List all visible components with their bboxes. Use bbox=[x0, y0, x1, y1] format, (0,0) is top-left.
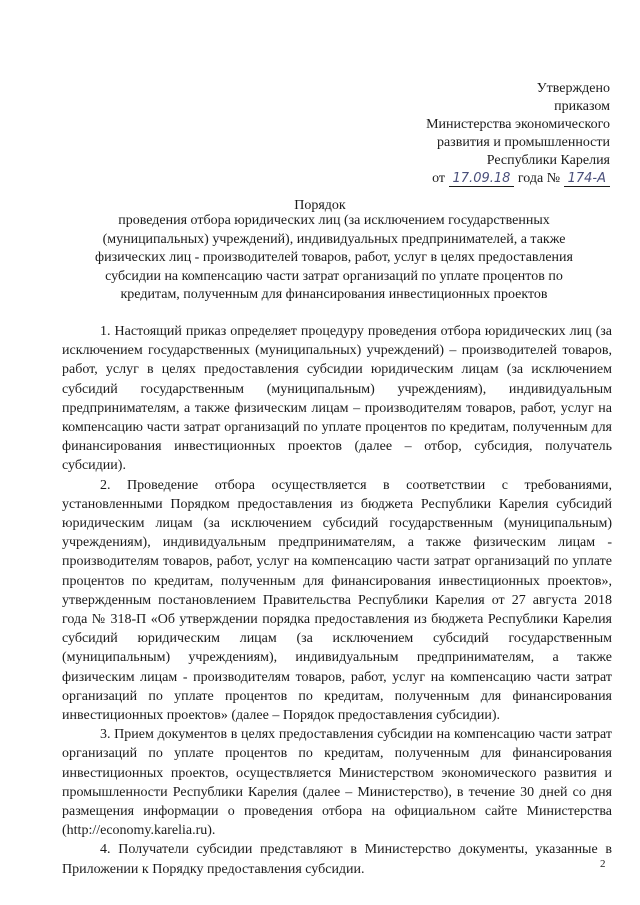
paragraph-2: 2. Проведение отбора осуществляется в соответствии с требованиями, установленными Порядком предоставления из бюджета Республики Карелия субсидий юридическим лицам (за исключением субсидий государственным (муниципальным) учреждениям), индивидуальным предпринимателям, а также физическим лицам - производителям товаров, работ, услуг на компенсацию части затрат организаций по уплате процентов по кредитам, полученным для финансирования инвестиционных проектов», утвержденным постановлением Правительства Республики Карелия от 27 августа 2018 года № 318-П «Об утверждении порядка предоставления из бюджета Республики Карелия субсидий юридическим лицам (за исключением субсидий государственным (муниципальным) учреждениям), индивидуальным предпринимателям, а также физическим лицам - производителям товаров, работ, услуг на компенсацию части затрат организаций по уплате процентов по кредитам, полученным для финансирования инвестиционных проектов» (далее – Порядок предоставления субсидии). bbox=[62, 477, 612, 724]
order-prefix: от bbox=[432, 171, 446, 186]
approval-line-ministry-cont: развития и промышленности bbox=[436, 135, 610, 150]
paragraph-4: 4. Получатели субсидии представляют в Министерство документы, указанные в Приложении к Порядку предоставления субсидии. bbox=[62, 842, 612, 877]
approval-line-order: приказом bbox=[554, 99, 610, 114]
approval-line-approved: Утверждено bbox=[536, 81, 610, 96]
paragraph-3: 3. Прием документов в целях предоставления субсидии на компенсацию части затрат организаций по уплате процентов по кредитам, полученным для финансирования инвестиционных проектов, осуществляется Министерством экономического развития и промышленности Республики Карелия (далее – Министерство), в течение 30 дней со дня размещения информации о проведения отбора на официальном сайте Министерства (http://economy.karelia.ru). bbox=[62, 727, 612, 839]
order-reference bbox=[350, 170, 610, 188]
approval-line-republic: Республики Карелия bbox=[486, 153, 610, 168]
document-subtitle: проведения отбора юридических лиц (за исключением государственных (муниципальных) учреждений), индивидуальных предпринимателей, а также физических лиц - производителей товаров, работ, услуг в целях предоставления субсидии на компенсацию части затрат организаций по уплате процентов по кредитам, полученным для финансирования инвестиционных проектов bbox=[95, 213, 573, 302]
paragraph-1: 1. Настоящий приказ определяет процедуру проведения отбора юридических лиц (за исключением государственных (муниципальных) учреждений) – производителей товаров, работ, услуг в целях предоставления субсидии юридическим лицам (за исключением субсидий государственным (муниципальным) учреждениям), индивидуальным предпринимателям, а также физическим лицам – производителям товаров, работ, услуг на компенсацию части затрат организаций по уплате процентов по кредитам, полученным для финансирования инвестиционных проектов (далее – отбор, субсидия, получатель субсидии). bbox=[62, 324, 612, 474]
order-number: 174-А bbox=[564, 171, 610, 187]
approval-line-ministry: Министерства экономического bbox=[426, 117, 610, 132]
document-title: Порядок bbox=[294, 198, 346, 213]
page-number: 2 bbox=[600, 858, 606, 870]
order-date: 17.09.18 bbox=[449, 171, 515, 187]
order-middle: года № bbox=[517, 171, 561, 186]
approval-block bbox=[350, 80, 610, 188]
document-body bbox=[62, 322, 612, 879]
